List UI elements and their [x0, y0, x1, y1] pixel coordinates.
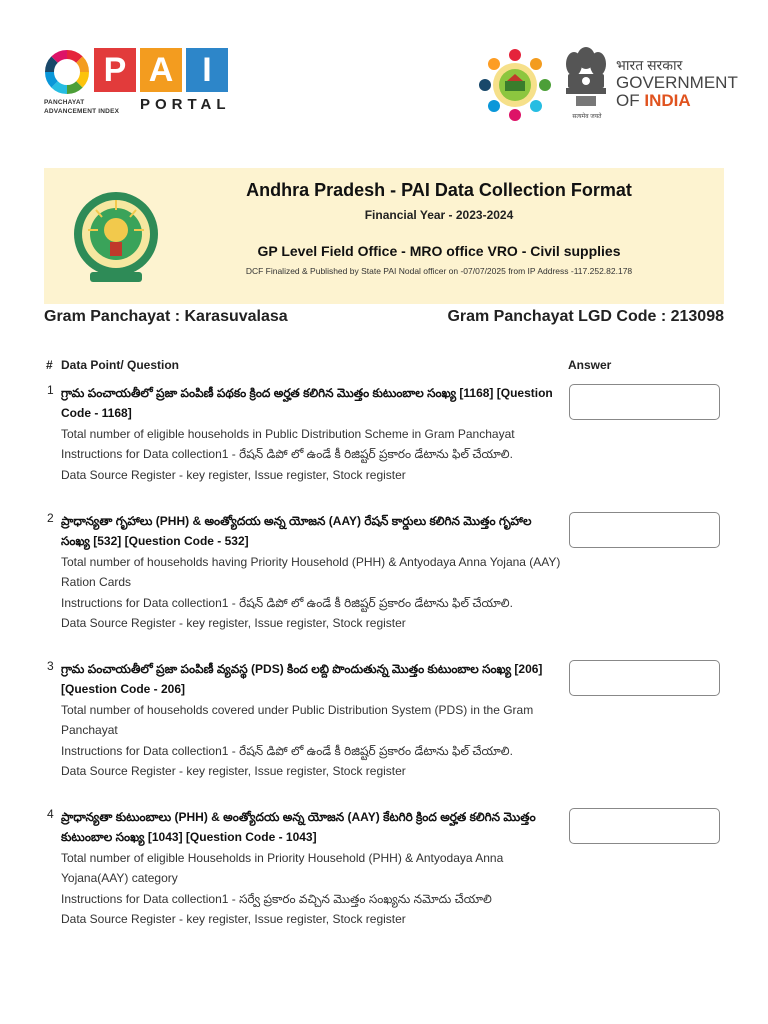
goi-hindi-text: भारत सरकार [616, 57, 683, 73]
pai-letter-p: P [94, 48, 136, 92]
answer-input-4[interactable] [569, 808, 720, 844]
gram-panchayat-name: Gram Panchayat : Karasuvalasa [44, 308, 288, 325]
data-source-register: Data Source Register - key register, Issue register, Stock register [61, 764, 406, 779]
question-body [61, 511, 561, 633]
data-collection-instructions: Instructions for Data collection1 - రేషన్ డిపో లో ఉండే కీ రిజిష్టర్ ప్రకారం డేటాను ఫిల్ చేయాలి. [61, 743, 513, 758]
pai-portal-text: PORTAL [140, 96, 231, 113]
page-title: Andhra Pradesh - PAI Data Collection Format [246, 180, 632, 200]
question-telugu: ప్రాధాన్యతా గృహాలు (PHH) & అంత్యోదయ అన్న యోజన (AAY) రేషన్ కార్డులు కలిగిన మొత్తం గృహాల సంఖ్య [532] [Question Code - 532] [61, 514, 532, 549]
question-telugu: గ్రామ పంచాయతీలో ప్రజా పంపిణీ వ్యవస్థ (PDS) కింద లబ్ది పొందుతున్న మొత్తం కుటుంబాల సంఖ్య [206] [Question Code - 206] [61, 662, 543, 697]
data-source-register: Data Source Register - key register, Issue register, Stock register [61, 912, 406, 927]
question-english: Total number of eligible households in Public Distribution Scheme in Gram Panchayat [61, 426, 515, 441]
data-collection-instructions: Instructions for Data collection1 - రేషన్ డిపో లో ఉండే కీ రిజిష్టర్ ప్రకారం డేటాను ఫిల్ చేయాలి. [61, 447, 513, 462]
data-collection-instructions: Instructions for Data collection1 - రేషన్ డిపో లో ఉండే కీ రిజిష్టర్ ప్రకారం డేటాను ఫిల్ చేయాలి. [61, 595, 513, 610]
sdg-wheel-icon [478, 48, 552, 122]
question-telugu: గ్రామ పంచాయతీలో ప్రజా పంపిణీ పథకం క్రింద అర్హత కలిగిన మొత్తం కుటుంబాల సంఖ్య [1168] [Question Code - 1168] [61, 386, 553, 421]
header-banner [44, 168, 724, 304]
question-english: Total number of eligible Households in Priority Household (PHH) & Antyodaya Anna Yojana(AAY) category [61, 850, 504, 886]
dcf-published-note: DCF Finalized & Published by State PAI Nodal officer on -07/07/2025 from IP Address -117.252.82.178 [245, 266, 633, 276]
gram-panchayat-lgd-code: Gram Panchayat LGD Code : 213098 [447, 308, 724, 325]
financial-year: Financial Year - 2023-2024 [364, 208, 514, 222]
column-header-answer: Answer [568, 358, 612, 372]
question-number: 3 [47, 659, 54, 673]
question-body [61, 383, 561, 485]
data-collection-instructions: Instructions for Data collection1 - సర్వే ప్రకారం వచ్చిన మొత్తం సంఖ్యను నమోదు చేయాలి [61, 891, 492, 906]
column-header-number: # [46, 358, 53, 372]
goi-of-india-text: OF INDIA [616, 91, 691, 110]
question-number: 1 [47, 383, 54, 397]
emblem-caption: सत्यमेव जयते [572, 114, 602, 120]
question-number: 4 [47, 807, 54, 821]
answer-input-2[interactable] [569, 512, 720, 548]
goi-government-text: GOVERNMENT [616, 73, 738, 92]
question-number: 2 [47, 511, 54, 525]
question-english: Total number of households covered under Public Distribution System (PDS) in the Gram Panchayat [61, 702, 534, 738]
pai-ring-icon [44, 49, 90, 95]
question-telugu: ప్రాధాన్యతా కుటుంబాలు (PHH) & అంత్యోదయ అన్న యోజన (AAY) కేటగిరి క్రింద అర్హత కలిగిన మొత్తం కుటుంబాల సంఖ్య [1043] [Question Code - 1043] [61, 810, 536, 845]
data-source-register: Data Source Register - key register, Issue register, Stock register [61, 616, 406, 631]
column-header-question: Data Point/ Question [61, 358, 180, 372]
pai-letter-i: I [186, 48, 228, 92]
answer-input-3[interactable] [569, 660, 720, 696]
government-of-india-logo [562, 44, 738, 124]
question-english: Total number of households having Priority Household (PHH) & Antyodaya Anna Yojana (AAY) Ration Cards [61, 554, 561, 590]
question-body [61, 807, 561, 929]
pai-subtitle: PANCHAYAT ADVANCEMENT INDEX [44, 99, 120, 115]
answer-input-1[interactable] [569, 384, 720, 420]
national-emblem-icon [562, 44, 610, 110]
data-source-register: Data Source Register - key register, Issue register, Stock register [61, 467, 406, 482]
question-body [61, 659, 561, 781]
pai-letter-a: A [140, 48, 182, 92]
office-title: GP Level Field Office - MRO office VRO - Civil supplies [257, 243, 621, 259]
pai-portal-logo [44, 46, 234, 118]
